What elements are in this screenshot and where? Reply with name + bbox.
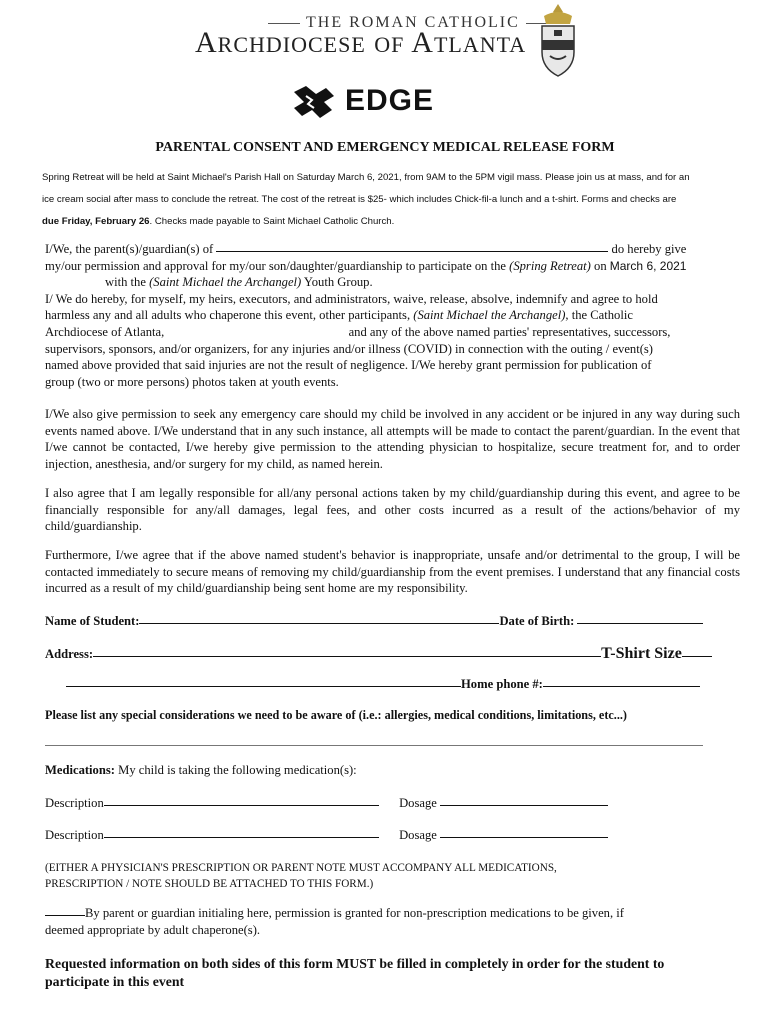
medication-row-2 [45,828,608,843]
release-line-2: harmless any and all adults who chaperone this event, other participants, (Saint Michael the Archangel), the Catholic [45,308,633,323]
phone-field[interactable] [543,685,700,687]
intro-line-2: ice cream social after mass to conclude the retreat. The cost of the retreat is $25- which includes Chick-fil-a lunch and a t-shirt. Forms and checks are [42,194,677,205]
final-notice: Requested information on both sides of this form MUST be filled in completely in order for the student to participate in this event [45,956,665,989]
edge-logo-text: EDGE [345,84,435,117]
intro-line-3: due Friday, February 26. Checks made payable to Saint Michael Catholic Church. [42,216,395,227]
edge-logo-icon [290,84,338,120]
consent-line-3: with the (Saint Michael the Archangel) Youth Group. [105,275,373,290]
tshirt-field[interactable] [682,655,712,657]
dob-label: Date of Birth: [499,614,575,628]
legal-paragraph: I also agree that I am legally responsible for all/any personal actions taken by my child/guardianship during this event, and agree to be financially responsible for any/all damages, legal fees, and other costs incurred as a result of the actions/behavior of my child/guardianship. [45,486,740,534]
consent-line-1: I/We, the parent(s)/guardian(s) of do hereby give [45,242,687,256]
release-line-3: Archdiocese of Atlanta, and any of the above named parties' representatives, successors, [45,324,671,339]
considerations-field[interactable] [45,745,703,746]
student-name-blank[interactable] [216,250,608,252]
dosage-label: Dosage [399,828,437,842]
name-label: Name of Student: [45,614,140,628]
name-field[interactable] [139,622,499,624]
header-top-line: THE ROMAN CATHOLIC [262,14,564,32]
description-label: Description [45,796,104,810]
medication-row-1 [45,796,608,811]
form-title: PARENTAL CONSENT AND EMERGENCY MEDICAL RELEASE FORM [155,140,615,155]
address-row [45,645,712,663]
name-dob-row [45,614,703,629]
initial-field[interactable] [45,914,85,916]
release-line-5: named above provided that said injuries are not the result of negligence. I/We hereby grant permission for publication of [45,358,652,373]
address-label: Address: [45,647,94,661]
phone-label: Home phone #: [461,677,543,691]
intro-line-1: Spring Retreat will be held at Saint Michael's Parish Hall on Saturday March 6, 2021, from 9AM to the 5PM vigil mass. Please join us at mass, and for an [42,172,690,183]
phone-row [66,677,700,692]
dosage-label: Dosage [399,796,437,810]
description-field-1[interactable] [104,804,379,806]
description-label: Description [45,828,104,842]
release-line-1: I/ We do hereby, for myself, my heirs, executors, and administrators, waive, release, absolve, indemnify and agree to hold [45,291,658,306]
initial-row: By parent or guardian initialing here, permission is granted for non-prescription medications to be given, if deemed appropriate by adult chaperone(s). [45,906,624,937]
medications-row: Medications: My child is taking the following medication(s): [45,763,357,777]
description-field-2[interactable] [104,836,379,838]
archdiocese-title: ARCHDIOCESE OF ATLANTA [195,26,527,59]
release-line-4: supervisors, sponsors, and/or organizers, for any injuries and/or illness (COVID) in connection with the outing / event(s) [45,341,653,356]
considerations-label: Please list any special considerations we need to be aware of (i.e.: allergies, medical conditions, limitations, etc...) [45,708,627,722]
dosage-field-2[interactable] [440,836,608,838]
address-field[interactable] [93,655,601,657]
prescription-note: (EITHER A PHYSICIAN'S PRESCRIPTION OR PARENT NOTE MUST ACCOMPANY ALL MEDICATIONS, PRESCRIPTION / NOTE SHOULD BE ATTACHED TO THIS FORM.) [45,862,557,890]
archdiocese-crest-icon [532,2,584,82]
consent-paragraph [45,241,740,390]
emergency-paragraph: I/We also give permission to seek any emergency care should my child be involved in any accident or be injured in any way during such events named above. I/We understand that in any such instance, all attempts will be made to contact the parent/guardian. In the event that I/we cannot be contacted, I/we hereby give permission to the attending physician to hospitalize, secure treatment for, and to order injection, anesthesia, and/or surgery for my child, as named herein. [45,407,740,471]
behavior-paragraph: Furthermore, I/we agree that if the above named student's behavior is inappropriate, unsafe and/or detrimental to the group, I will be contacted immediately to secure means of removing my child/guardianship from the event premises. I understand that any financial costs incurred as a result of my child/guardianship being sent home are my responsibility. [45,548,740,596]
intro-paragraph [42,167,747,233]
release-line-6: group (two or more persons) photos taken at youth events. [45,374,339,389]
tshirt-label: T-Shirt Size [601,645,682,662]
address-line-2-field[interactable] [66,685,461,687]
dosage-field-1[interactable] [440,804,608,806]
dob-field[interactable] [577,622,703,624]
consent-line-2: my/our permission and approval for my/our son/daughter/guardianship to participate on the (Spring Retreat) on March 6, 2021 [45,258,687,273]
